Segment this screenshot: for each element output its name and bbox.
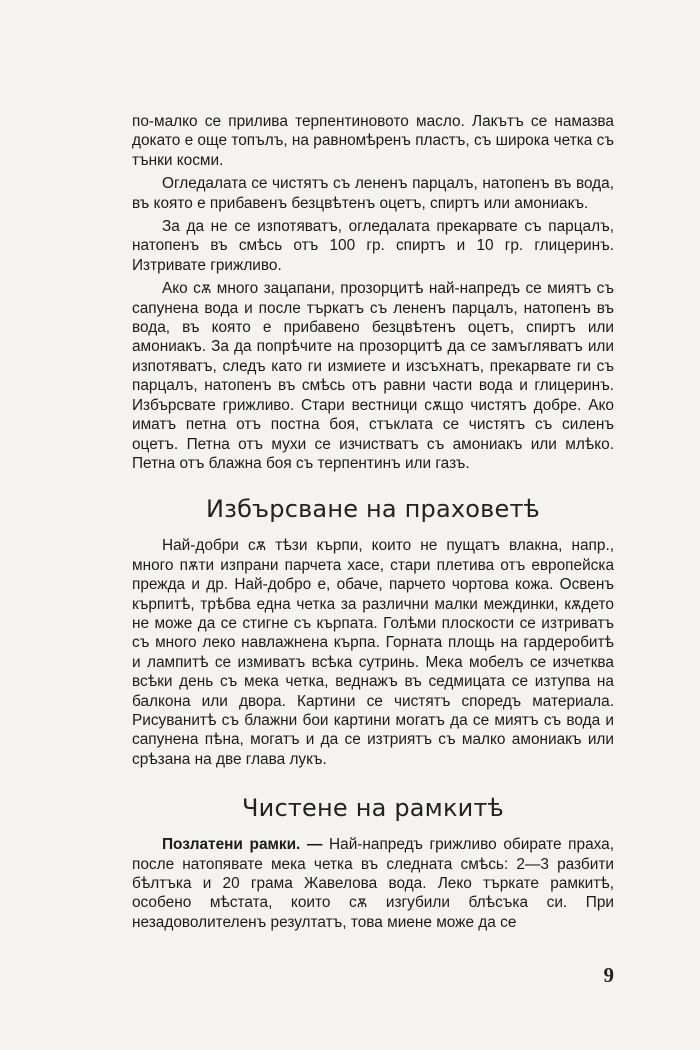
paragraph-text: Най-напредъ грижливо обирате праха, после натопявате мека четка въ следната смѣсь: 2—3 разбити бѣлтъка и 20 грама Жавелова вода. Леко търкате рамкитѣ, особено мѣстата, които сѫ изгубили блѣсъка си. При незадоволителенъ резултатъ, това миене може да се bbox=[132, 836, 614, 931]
paragraph-mirrors: Огледалата се чистятъ съ лененъ парцалъ, натопенъ въ вода, въ която е прибавенъ безцвѣтенъ оцетъ, спиртъ или амониакъ. bbox=[132, 175, 614, 212]
paragraph-mirrors-fog: За да не се изпотяватъ, огледалата прекарвате съ парцалъ, натопенъ въ смѣсь отъ 100 гр. спиртъ и 10 гр. глицеринъ. Изтривате грижливо. bbox=[132, 218, 614, 274]
section-heading-dusting: Избърсване на праховетѣ bbox=[205, 495, 540, 524]
paragraph-dusting: Най-добри сѫ тѣзи кърпи, които не пущатъ влакна, напр., много пѫти изпрани парчета хасе, стари плетива отъ европейска прежда и др. Най-добро е, обаче, парчето чортова кожа. Освенъ кърпитѣ, трѣбва една четка за различни малки междинки, кѫдето не може да се стигне съ кърпата. Голѣми плоскости се изтриватъ съ много леко навлажнена кърпа. Горната площь на гардеробитѣ и лампитѣ се измиватъ всѣка сутринь. Мека мобелъ се изчетква всѣки день съ мека четка, веднажъ въ седмицата се изтупва на балкона или двора. Картини се чистятъ споредъ материала. Рисуванитѣ съ блажни бои картини могатъ да се миятъ съ вода и сапунена пѣна, могатъ и да се изтриятъ съ малко амониакъ или срѣзана на две глава лукъ. bbox=[132, 537, 614, 768]
paragraph-lead: Позлатени рамки. — bbox=[162, 836, 323, 854]
page-number: 9 bbox=[603, 963, 614, 987]
section-heading-frames: Чистене на рамкитѣ bbox=[242, 794, 504, 823]
paragraph-gilded-frames bbox=[132, 835, 614, 932]
page-body bbox=[132, 112, 614, 932]
paragraph-windows: Ако сѫ много зацапани, прозорцитѣ най-напредъ се миятъ съ сапунена вода и после търкатъ съ лененъ парцалъ, натопенъ въ вода, въ която е прибавено безцвѣтенъ оцетъ, спиртъ или амониакъ. За да попрѣчите на прозорцитѣ да се замъгляватъ или изпотяватъ, следъ като ги измиете и изсъхнатъ, прекарвате ги съ парцалъ, натопенъ въ смѣсь отъ равни части вода и глицеринъ. Избърсвате грижливо. Стари вестници сѫщо чистятъ добре. Ако иматъ петна отъ постна боя, стъклата се чистятъ съ силенъ оцетъ. Петна отъ мухи се изчистватъ съ амониакъ или млѣко. Петна отъ блажна боя съ терпентинъ или газъ. bbox=[132, 280, 614, 472]
paragraph-varnish: по-малко се прилива терпентиновото масло. Лакътъ се намазва докато е още топълъ, на равномѣренъ пластъ, съ широка четка съ тънки косми. bbox=[132, 113, 614, 169]
